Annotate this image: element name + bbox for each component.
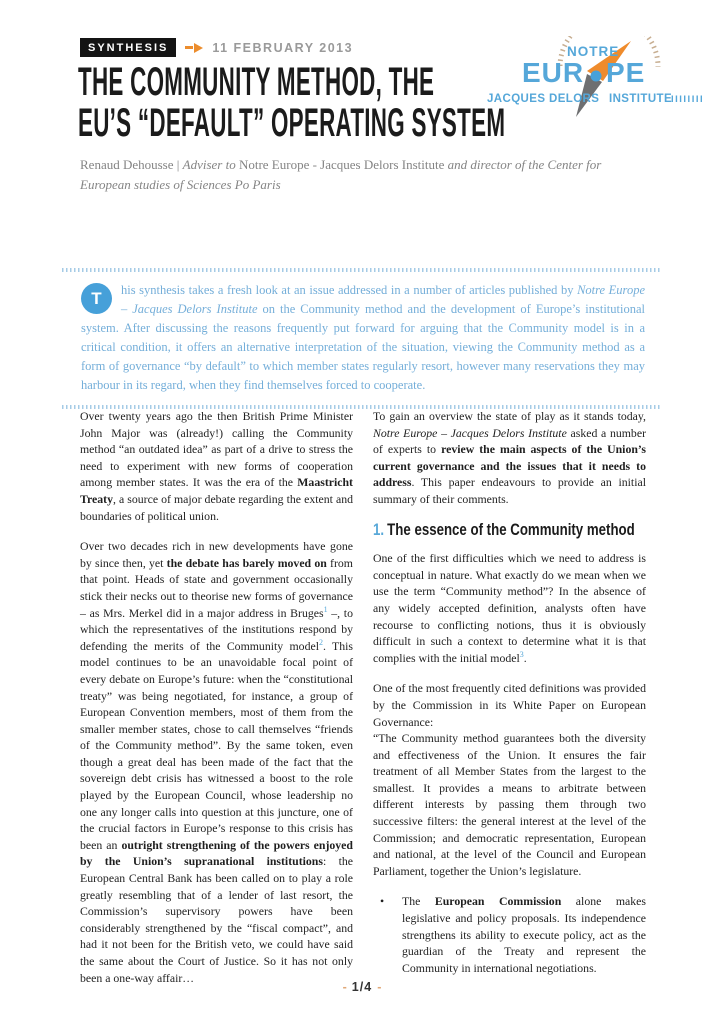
logo-eur-text: EUR: [522, 57, 585, 88]
abstract-box: [62, 268, 662, 409]
section-title: The essence of the Community method: [387, 519, 635, 539]
notre-europe-logo: [478, 36, 705, 124]
footer-dash-left: -: [342, 980, 347, 994]
left-column: [80, 408, 353, 1000]
logo-institute-text: INSTITUTE: [609, 93, 673, 105]
paragraph: Over twenty years ago the then British Prime Minister John Major was (already!) calling the Community method “an outdated idea” as part of a drive to stress the need to experiment with new forms of cooperation among member states. It was the era of the Maastricht Treaty, a source of major debate regarding the extent and boundaries of political union.: [80, 409, 353, 523]
bullet-text: The European Commission alone makes legislative and policy proposals. Its independence strengthens its ability to execute policy, act as the guardian of the Treaty and represent the Community in international negotiations.: [402, 894, 647, 975]
logo-bars-icon: IIIIIIII: [671, 94, 705, 105]
dropcap: T: [81, 283, 112, 314]
title-line-2: EU’S “DEFAULT” OPERATING SYSTEM: [78, 101, 506, 145]
title-line-1: THE COMMUNITY METHOD, THE: [78, 60, 435, 104]
page-number: [0, 980, 724, 994]
section-number: 1.: [373, 519, 385, 539]
body-columns: [80, 408, 646, 1000]
paragraph: To gain an overview the state of play as it stands today, Notre Europe – Jacques Delors Institute asked a number of experts to review the main aspects of the Union’s current governance and the issues that it needs to address. This paper endeavours to provide an initial summary of their comments.: [373, 409, 647, 506]
footer-page-value: 1/4: [351, 980, 373, 994]
publication-date: 11 FEBRUARY 2013: [212, 40, 354, 55]
bullet-item: [373, 893, 646, 976]
arrow-icon: [185, 43, 203, 53]
logo-jacques-delors-text: JACQUES DELORS: [487, 93, 600, 105]
author-line: Renaud Dehousse | Adviser to Notre Europe - Jacques Delors Institute and director of the Center for European studies of Sciences Po Paris: [80, 157, 602, 192]
section-heading: [373, 519, 635, 539]
bullet-icon: •: [380, 894, 385, 909]
right-column: [373, 408, 646, 1000]
paragraph-quote: “The Community method guarantees both the diversity and effectiveness of the Union. It ensures the fair treatment of all Member States from the largest to the smallest. It provides a means to arbitrate between different interests by passing them through two successive filters: the general interest at the level of the Commission; and democratic representation, European and national, at the level of the Council and European Parliament, together the Union’s legislature.: [373, 731, 646, 878]
footer-dash-right: -: [377, 980, 382, 994]
paragraph: Over two decades rich in new developments have gone by since then, yet the debate has barely moved on from that point. Heads of state and government occasionally stick their necks out to theorise new forms of governance – as Mrs. Merkel did in a major address in Bruges$^1$ –, to which the representatives of the institutions respond by defending the merits of the Community model$^2$. This model continues to be an unavoidable focal point of every debate on Europe’s future: when the “constitutional treaty” was being negotiated, for instance, a group of European Convention members, most of them from the smaller member states, chose to call themselves “friends of the Community method”. By the same token, even though a great deal has been made of the fact that the sovereign debt crisis has witnessed a boost to the role played by the European Council, whose leadership no one any longer calls into question at this juncture, one of the crucial factors in Europe’s response to this crisis has been an outright strengthening of the powers enjoyed by the Union’s supranational institutions: the European Central Bank has been called on to play a role greatly resembling that of a lender of last resort, the Commission’s supervisory powers have been considerably strengthened by the “fiscal compact”, and had it not been for the British veto, we could have said the same about the Court of Justice. So it has not only been a one-way affair…: [80, 539, 353, 985]
synthesis-badge: SYNTHESIS: [80, 38, 176, 57]
logo-pe-text: PE: [606, 57, 646, 88]
page-title: [78, 62, 505, 144]
paragraph: One of the first difficulties which we need to address is conceptual in nature. What exactly do we mean when we use the term “Community method”? In the absence of any widely accepted definition, analysts often have recourse to conflicting notions, thus it is obviously difficult in such a context to determine what it is that complies with the initial model$^3$.: [373, 551, 646, 665]
abstract-body-text: his synthesis takes a fresh look at an issue addressed in a number of articles published by Notre Europe – Jacques Delors Institute on the Community method and the development of Europe’s institutional system. After discussing the reasons frequently put forward for arguing that the Community model is in a critical condition, it offers an alternative interpretation of the situation, viewing the Community method as a form of governance “by default” to which member states regularly resort, however many reservations they may harbour in its regard, when they find themselves forced to cooperate.: [81, 283, 645, 392]
masthead: [80, 38, 353, 57]
paragraph: One of the most frequently cited definitions was provided by the Commission in its White Paper on European Governance:: [373, 681, 646, 729]
logo-notre-text: NOTRE: [567, 44, 620, 59]
abstract-text: [62, 272, 662, 405]
